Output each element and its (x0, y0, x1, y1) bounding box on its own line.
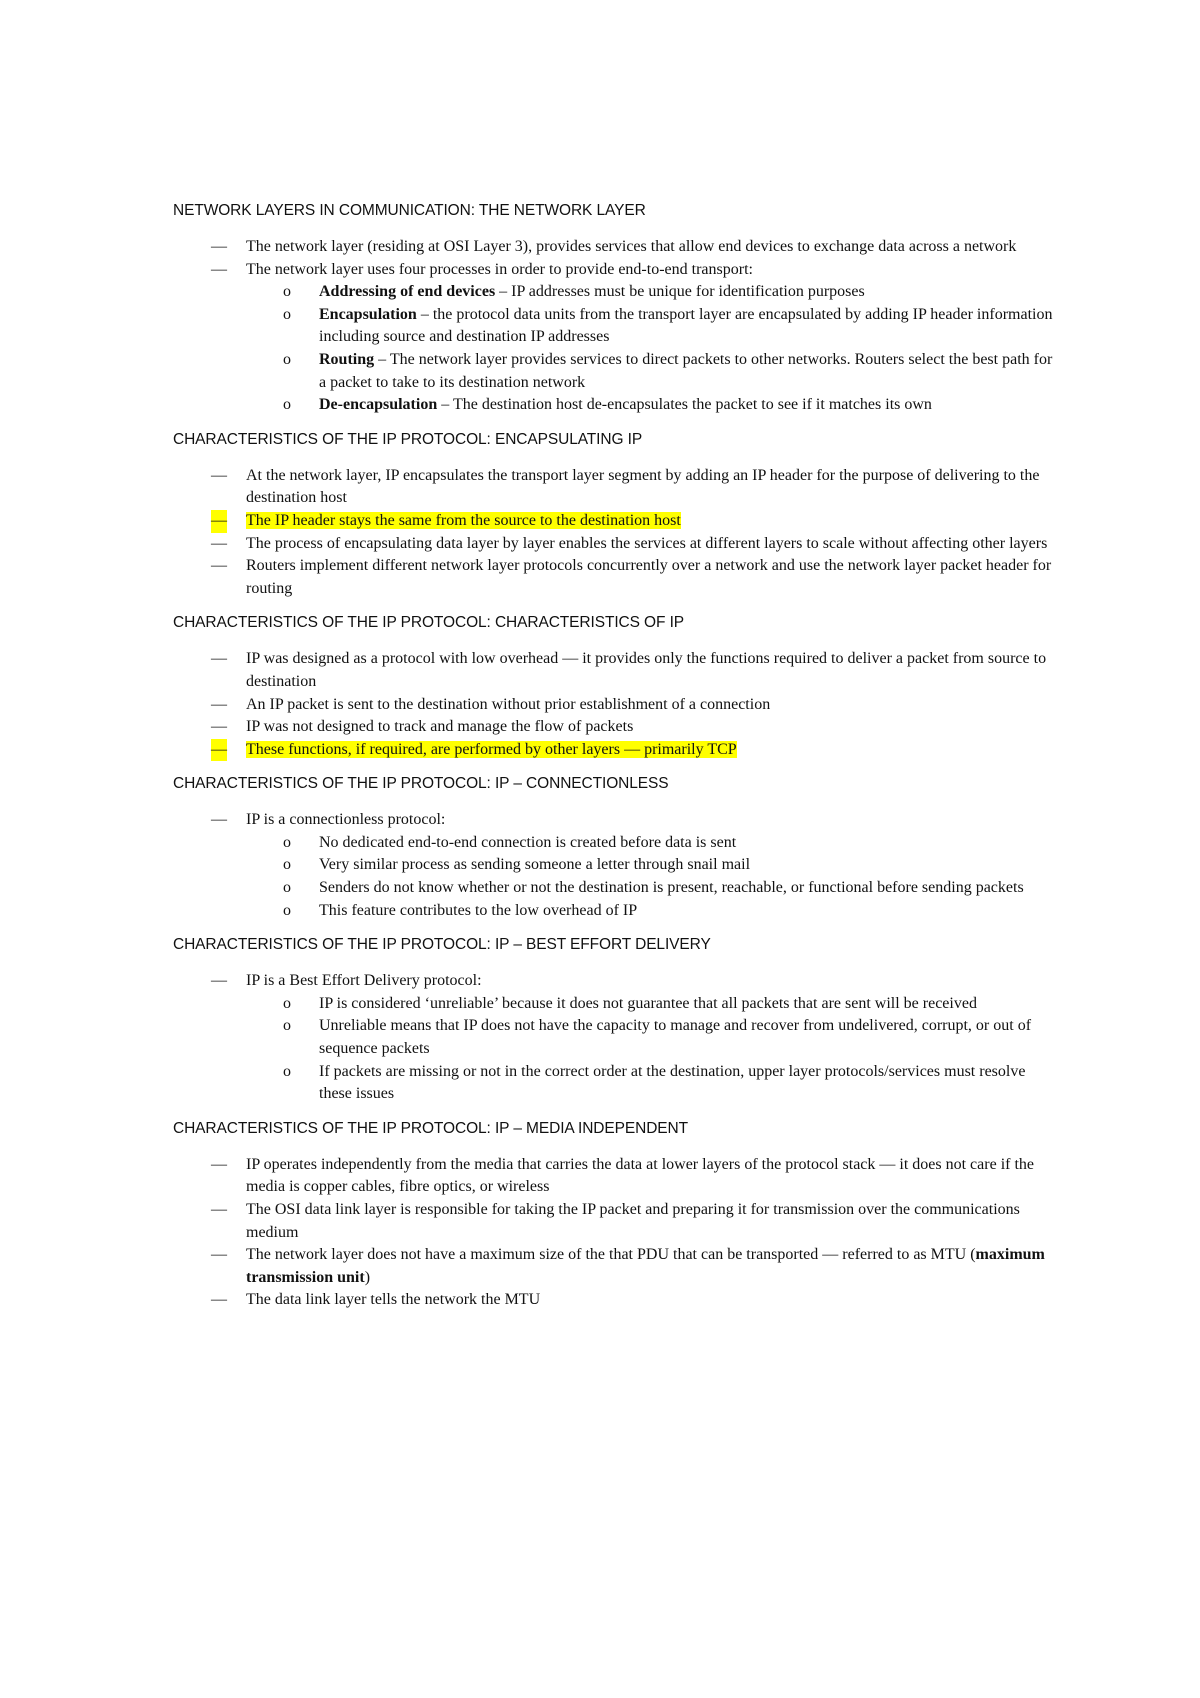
section (173, 773, 1053, 922)
dash-marker: — (211, 718, 227, 736)
dash-marker: — (211, 695, 227, 713)
section-heading: CHARACTERISTICS OF THE IP PROTOCOL: IP – MEDIA INDEPENDENT (173, 1119, 688, 1137)
bullet-item (173, 236, 1053, 259)
dash-marker: — (211, 739, 227, 762)
sub-text: Unreliable means that IP does not have the capacity to manage and recover from undelivered, corrupt, or out of sequence packets (319, 1017, 1032, 1058)
sub-text: This feature contributes to the low overhead of IP (319, 901, 638, 919)
dash-marker: — (211, 466, 227, 484)
bullet-item (173, 1154, 1053, 1199)
section-heading: CHARACTERISTICS OF THE IP PROTOCOL: ENCAPSULATING IP (173, 430, 643, 448)
circle-marker: o (283, 856, 291, 874)
sub-term: Encapsulation (319, 305, 417, 323)
circle-marker: o (283, 396, 291, 414)
sub-item (246, 1061, 1053, 1106)
bullet-text: The data link layer tells the network the MTU (246, 1291, 541, 1309)
section-heading: CHARACTERISTICS OF THE IP PROTOCOL: IP – CONNECTIONLESS (173, 775, 669, 793)
bullet-list (173, 648, 1053, 761)
bullet-text: The network layer does not have a maximum size of the that PDU that can be transported — referred to as MTU ( (246, 1246, 976, 1264)
sub-item (246, 993, 1053, 1016)
sub-item (246, 394, 1053, 417)
bullet-text: The network layer uses four processes in order to provide end-to-end transport: (246, 260, 753, 278)
dash-marker: — (211, 557, 227, 575)
circle-marker: o (283, 879, 291, 897)
bullet-item (173, 259, 1053, 417)
sub-list (246, 832, 1053, 922)
sub-text: Very similar process as sending someone a letter through snail mail (319, 856, 751, 874)
dash-marker: — (211, 1246, 227, 1264)
dash-marker: — (211, 1291, 227, 1309)
circle-marker: o (283, 833, 291, 851)
document-page (173, 200, 1053, 1324)
bullet-text: At the network layer, IP encapsulates the transport layer segment by adding an IP header for the purpose of delivering to the destination host (246, 466, 1040, 507)
bullet-item (173, 716, 1053, 739)
bullet-item (173, 1199, 1053, 1244)
dash-marker: — (211, 1155, 227, 1173)
section-heading: CHARACTERISTICS OF THE IP PROTOCOL: CHARACTERISTICS OF IP (173, 614, 685, 632)
dash-marker: — (211, 510, 227, 533)
sub-text: – The network layer provides services to direct packets to other networks. Routers select the best path for a packet to take to its destination network (319, 350, 1053, 391)
sub-text: No dedicated end-to-end connection is created before data is sent (319, 833, 737, 851)
sub-list (246, 993, 1053, 1106)
circle-marker: o (283, 901, 291, 919)
sub-term: De-encapsulation (319, 396, 438, 414)
sub-item (246, 1015, 1053, 1060)
bullet-text: The process of encapsulating data layer by layer enables the services at different layers to scale without affecting other layers (246, 534, 1048, 552)
bullet-text: An IP packet is sent to the destination without prior establishment of a connection (246, 695, 771, 713)
sub-text: Senders do not know whether or not the destination is present, reachable, or functional before sending packets (319, 879, 1024, 897)
circle-marker: o (283, 1062, 291, 1080)
bullet-text: Routers implement different network layer protocols concurrently over a network and use the network layer packet header for routing (246, 557, 1052, 597)
circle-marker: o (283, 1017, 291, 1035)
sub-list (246, 281, 1053, 417)
dash-marker: — (211, 811, 227, 829)
bullet-text: These functions, if required, are performed by other layers — primarily TCP (246, 740, 737, 758)
sub-text: IP is considered ‘unreliable’ because it does not guarantee that all packets that are sent will be received (319, 994, 977, 1012)
bullet-item (173, 694, 1053, 717)
dash-marker: — (211, 972, 227, 990)
circle-marker: o (283, 994, 291, 1012)
bullet-item (173, 739, 1053, 762)
sub-item (246, 900, 1053, 923)
bullet-list (173, 1154, 1053, 1312)
circle-marker: o (283, 350, 291, 368)
section (173, 200, 1053, 417)
sub-text: – The destination host de-encapsulates the packet to see if it matches its own (437, 396, 932, 414)
sub-item (246, 877, 1053, 900)
sub-item (246, 304, 1053, 349)
circle-marker: o (283, 283, 291, 301)
bullet-item (173, 809, 1053, 922)
bullet-text: The OSI data link layer is responsible for taking the IP packet and preparing it for transmission over the communications medium (246, 1201, 1020, 1241)
section (173, 429, 1053, 601)
sub-item (246, 832, 1053, 855)
dash-marker: — (211, 534, 227, 552)
bullet-list (173, 236, 1053, 417)
section-heading: NETWORK LAYERS IN COMMUNICATION: THE NETWORK LAYER (173, 202, 646, 219)
sub-item (246, 349, 1053, 394)
sub-item (246, 854, 1053, 877)
section (173, 612, 1053, 761)
dash-marker: — (211, 260, 227, 278)
dash-marker: — (211, 238, 227, 255)
sub-term: Addressing of end devices (319, 283, 496, 301)
bullet-item (173, 510, 1053, 533)
sub-text: – the protocol data units from the transport layer are encapsulated by adding IP header information including source and destination IP addresses (319, 305, 1053, 346)
bullet-item (173, 555, 1053, 600)
bullet-item (173, 970, 1053, 1106)
section (173, 1118, 1053, 1312)
dash-marker: — (211, 650, 227, 668)
bullet-text: IP was designed as a protocol with low overhead — it provides only the functions required to deliver a packet from source to destination (246, 650, 1047, 690)
bullet-text: The network layer (residing at OSI Layer 3), provides services that allow end devices to exchange data across a network (246, 238, 1017, 255)
bullet-item (173, 1289, 1053, 1312)
circle-marker: o (283, 305, 291, 323)
bullet-text: IP was not designed to track and manage the flow of packets (246, 718, 634, 736)
bullet-item (173, 648, 1053, 693)
section (173, 934, 1053, 1106)
bullet-text: IP operates independently from the media that carries the data at lower layers of the protocol stack — it does not care if the media is copper cables, fibre optics, or wireless (246, 1155, 1035, 1196)
bullet-list (173, 809, 1053, 922)
sub-text: – IP addresses must be unique for identification purposes (495, 283, 865, 301)
bullet-item (173, 1244, 1053, 1289)
bullet-text: IP is a Best Effort Delivery protocol: (246, 972, 482, 990)
bullet-list (173, 465, 1053, 601)
bullet-text: The IP header stays the same from the source to the destination host (246, 511, 681, 529)
dash-marker: — (211, 1201, 227, 1218)
bullet-list (173, 970, 1053, 1106)
sub-term: Routing (319, 350, 375, 368)
bullet-text-after: ) (364, 1268, 371, 1286)
sub-item (246, 281, 1053, 304)
sub-text: If packets are missing or not in the correct order at the destination, upper layer protocols/services must resolve these issues (319, 1062, 1026, 1103)
bullet-item (173, 533, 1053, 556)
section-heading: CHARACTERISTICS OF THE IP PROTOCOL: IP – BEST EFFORT DELIVERY (173, 936, 711, 954)
bold-term: maximum transmission unit (246, 1246, 1045, 1286)
bullet-item (173, 465, 1053, 510)
bullet-text: IP is a connectionless protocol: (246, 811, 446, 829)
